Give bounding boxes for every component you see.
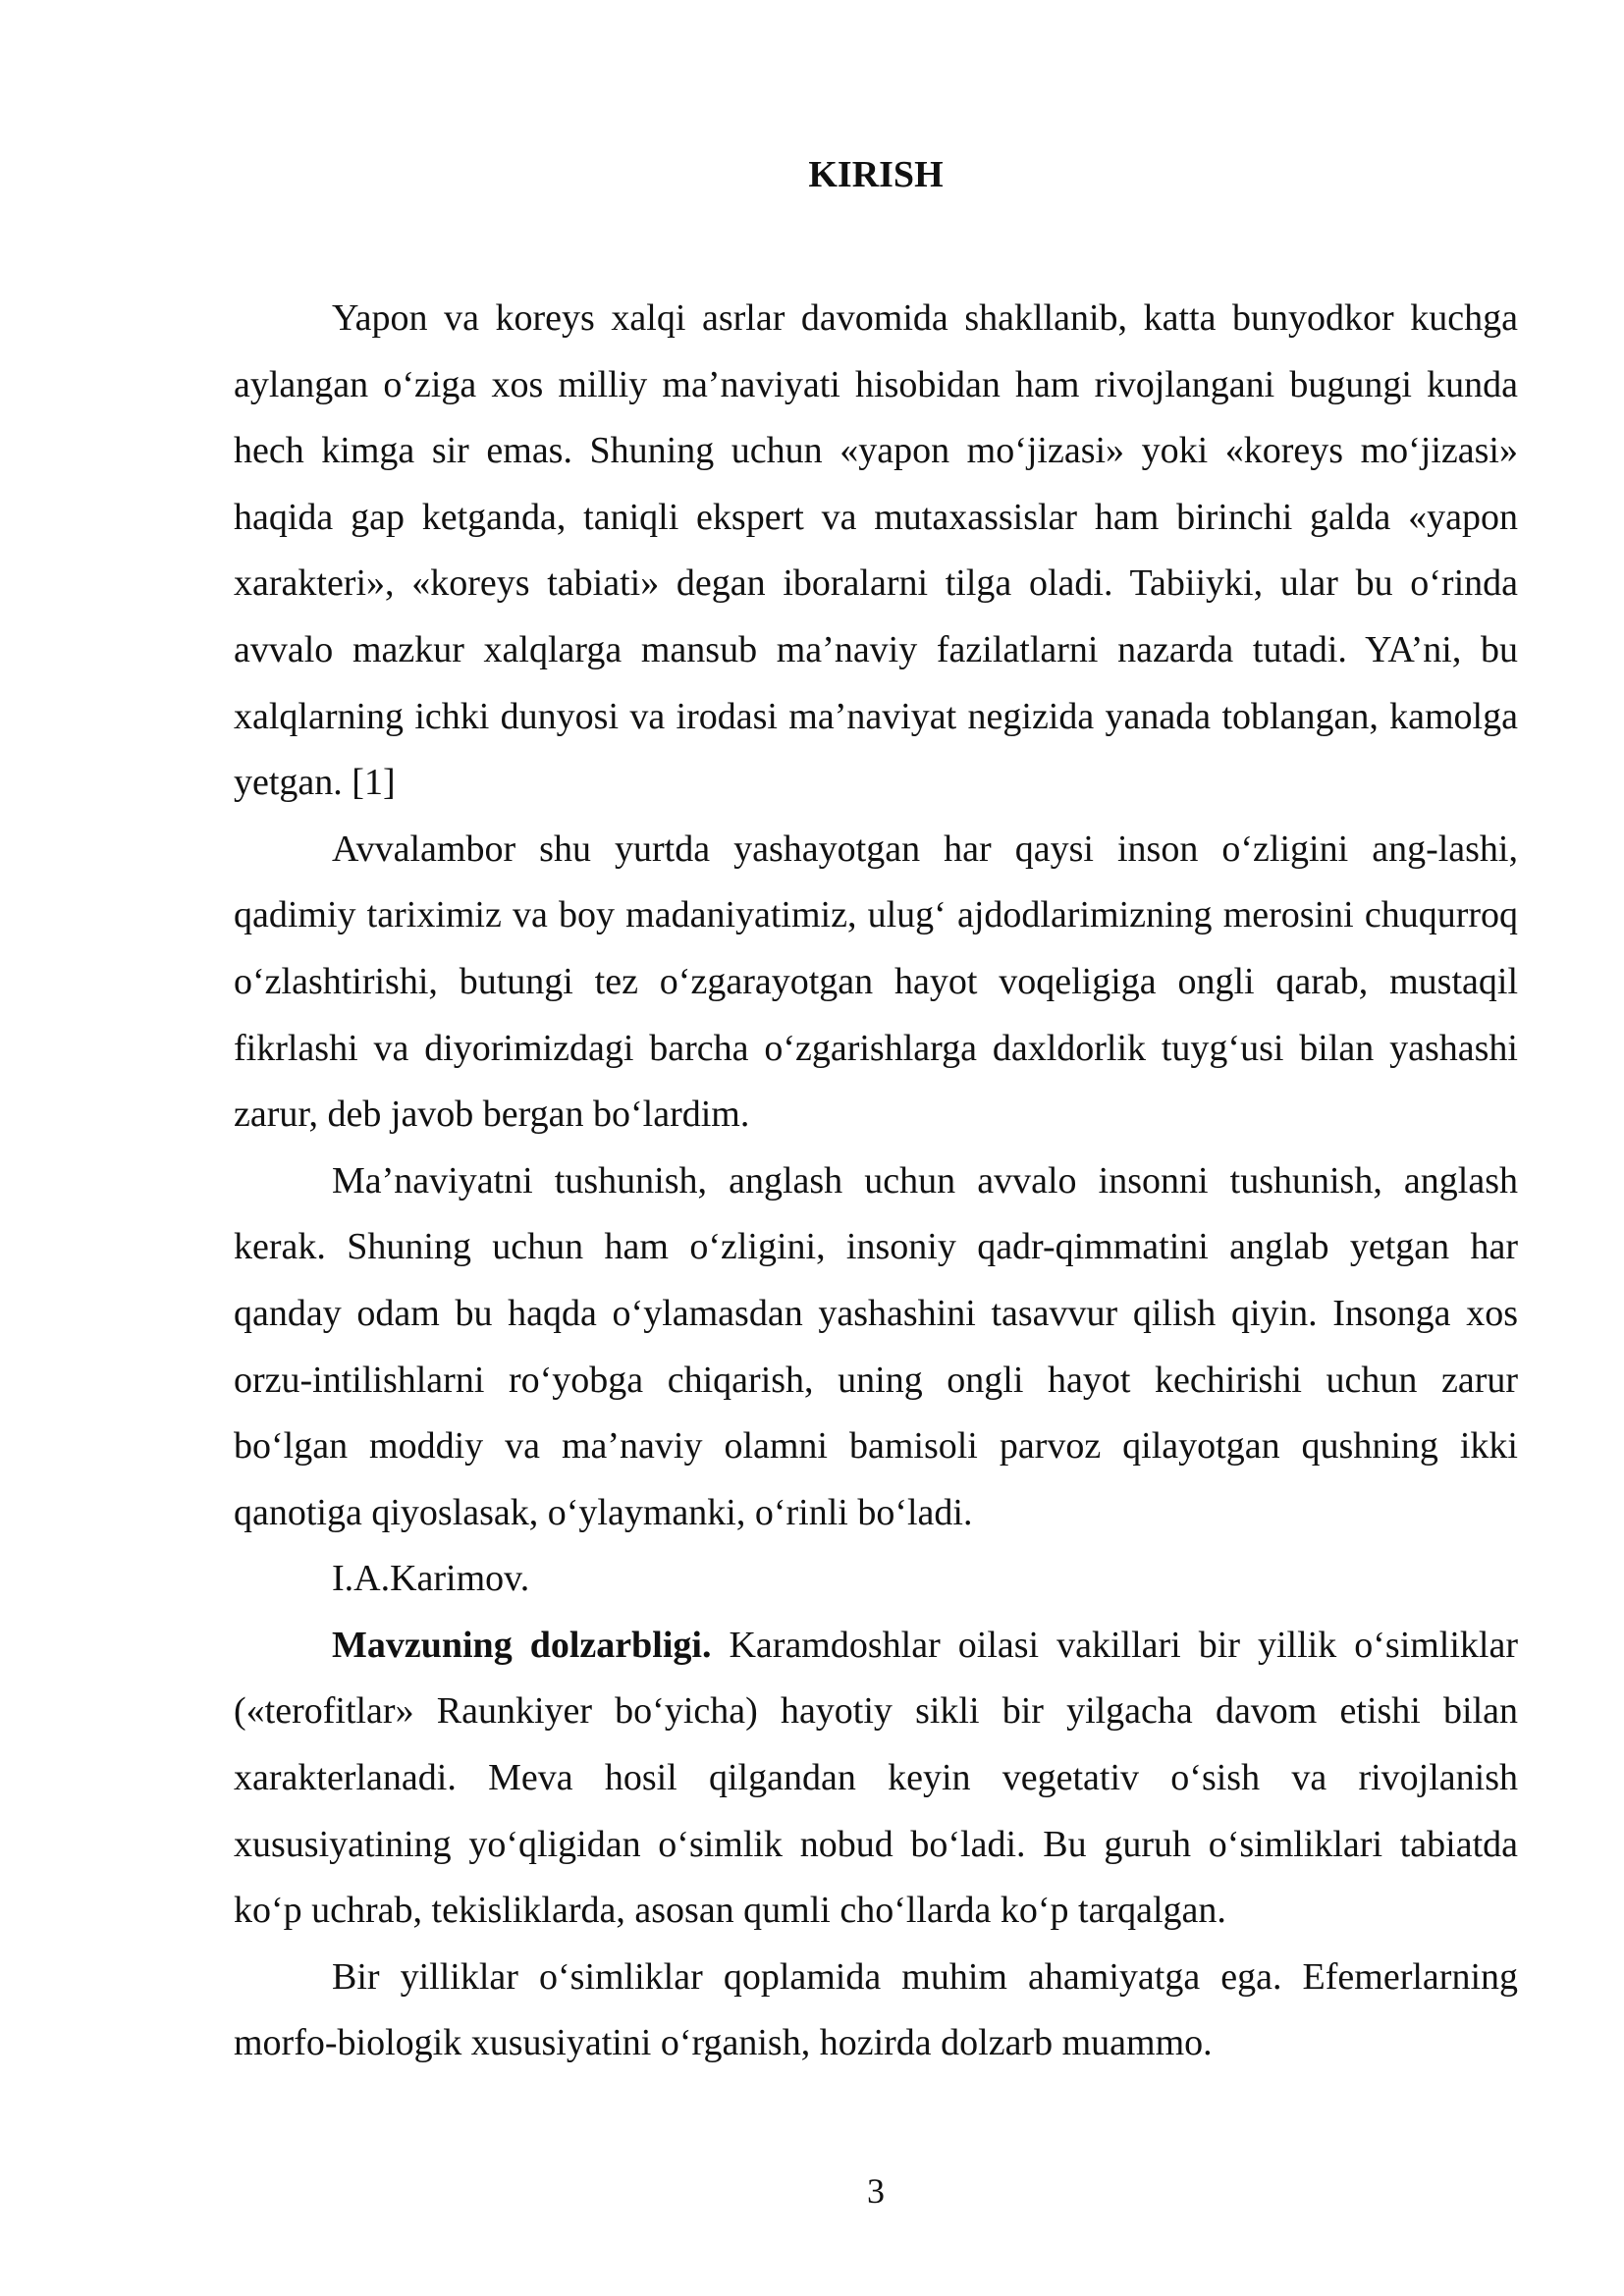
body-text	[234, 286, 1518, 2077]
paragraph-relevance	[234, 1613, 1518, 1945]
relevance-lead: Mavzuning dolzarbligi.	[332, 1624, 712, 1666]
paragraph-closing: Bir yilliklar o‘simliklar qoplamida muhim ahamiyatga ega. Efemerlarning morfo-biologik xususiyatini o‘rganish, hozirda dolzarb muammo.	[234, 1955, 1518, 2064]
relevance-text: Karamdoshlar oilasi vakillari bir yillik o‘simliklar («terofitlar» Raunkiyer bo‘yicha) hayotiy sikli bir yilgacha davom etishi bilan xarakterlanadi. Meva hosil qilgandan keyin vegetativ o‘sish va rivojlanish xususiyatining yo‘qligidan o‘simlik nobud bo‘ladi. Bu guruh o‘simliklari tabiatda ko‘p uchrab, tekisliklarda, asosan qumli cho‘llarda ko‘p tarqalgan.	[234, 1624, 1519, 1932]
page-number: 3	[867, 2171, 885, 2211]
paragraph-identity: Avvalambor shu yurtda yashayotgan har qaysi inson o‘zligini ang-lashi, qadimiy tariximiz va boy madaniyatimiz, ulug‘ ajdodlarimizning merosini chuqurroq o‘zlashtirishi, butungi tez o‘zgarayotgan hayot voqeligiga ongli qarab, mustaqil fikrlashi va diyorimizdagi barcha o‘zgarishlarga daxldorlik tuyg‘usi bilan yashashi zarur, deb javob bergan bo‘lardim.	[234, 828, 1518, 1136]
quote-attribution: I.A.Karimov.	[332, 1558, 530, 1600]
paragraph-intro: Yapon va koreys xalqi asrlar davomida shakllanib, katta bunyodkor kuchga aylangan o‘ziga xos milliy ma’naviyati hisobidan ham rivojlangani bugungi kunda hech kimga sir emas. Shuning uchun «yapon mo‘jizasi» yoki «koreys mo‘jizasi» haqida gap ketganda, taniqli ekspert va mutaxassislar ham birinchi galda «yapon xarakteri», «koreys tabiati» degan iboralarni tilga oladi. Tabiiyki, ular bu o‘rinda avvalo mazkur xalqlarga mansub ma’naviy fazilatlarni nazarda tutadi. YA’ni, bu xalqlarning ichki dunyosi va irodasi ma’naviyat negizida yanada toblangan, kamolga yetgan. [1]	[234, 297, 1518, 804]
paragraph-spirituality: Ma’naviyatni tushunish, anglash uchun avvalo insonni tushunish, anglash kerak. Shuning uchun ham o‘zligini, insoniy qadr-qimmatini anglab yetgan har qanday odam bu haqda o‘ylamasdan yashashini tasavvur qilish qiyin. Insonga xos orzu-intilishlarni ro‘yobga chiqarish, uning ongli hayot kechirishi uchun zarur bo‘lgan moddiy va ma’naviy olamni bamisoli parvoz qilayotgan qushning ikki qanotiga qiyoslasak, o‘ylaymanki, o‘rinli bo‘ladi.	[234, 1159, 1518, 1533]
page-title: KIRISH	[808, 154, 944, 195]
